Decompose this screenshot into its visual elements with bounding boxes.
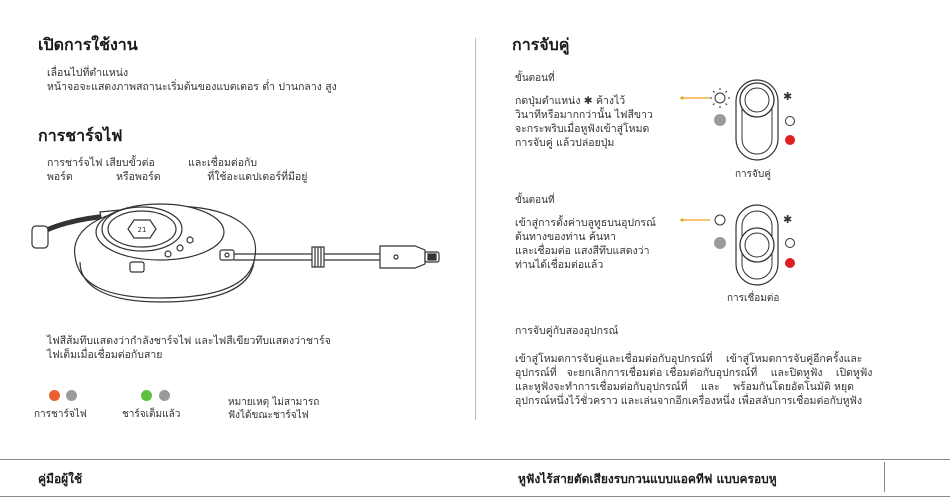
- full-green-led: [141, 390, 152, 401]
- charging-gray-led: [66, 390, 77, 401]
- charging-status-line-1: ไฟสีส้มทึบแสดงว่ากำลังชาร์จไฟ และไฟสีเขียวทึบแสดงว่าชาร์จ: [47, 335, 331, 347]
- bluetooth-icon-1: ✱: [783, 90, 793, 103]
- charging-title: การชาร์จไฟ: [38, 126, 123, 145]
- two-device-line-3: และหูฟังจะทำการเชื่อมต่อกับอุปกรณ์ที่ และ พร้อมกันโดยอัตโนมัติ หยุด: [515, 381, 854, 393]
- footer-left-title: คู่มือผู้ใช้: [38, 472, 83, 486]
- step1-line-1: กดปุ่มตำแหน่ง ✱ ค้างไว้: [515, 95, 626, 107]
- step1-line-3: จะกระพริบเมื่อหูฟังเข้าสู่โหมด: [515, 123, 650, 135]
- two-device-line-4: อุปกรณ์หนึ่งไว้ชั่วคราว และเล่นจากอีกเครื่องหนึ่ง เพื่อสลับการเชื่อมต่อกับหูฟัง: [515, 395, 863, 407]
- note-line-2: ฟังได้ขณะชาร์จไฟ: [228, 410, 309, 421]
- note-line-1: หมายเหตุ ไม่สามารถ: [228, 397, 320, 408]
- step2-line-3: และเชื่อมต่อ แสงสีทึบแสดงว่า: [515, 245, 650, 257]
- pairing-title: การจับคู่: [512, 35, 570, 54]
- two-device-line-2: อุปกรณ์ที่ จะยกเลิกการเชื่อมต่อ เชื่อมต่อกับอุปกรณ์ที่ และปิดหูฟัง เปิดหูฟัง: [515, 367, 873, 379]
- footer-divider: [884, 462, 885, 492]
- power-title: เปิดการใช้งาน: [38, 35, 138, 54]
- two-device-title: การจับคู่กับสองอุปกรณ์: [515, 325, 619, 337]
- legend-charging-label: การชาร์จไฟ: [34, 409, 87, 420]
- step1-line-4: การจับคู่ แล้วปล่อยปุ่ม: [515, 137, 615, 149]
- headphone-charging-illustration: [30, 196, 450, 316]
- svg-text:21: 21: [137, 226, 147, 234]
- step2-line-2: ต้นทางของท่าน ค้นหา: [515, 231, 616, 243]
- charging-status-line-2: ไฟเต็มเมื่อเชื่อมต่อกับสาย: [47, 349, 163, 361]
- step2-caption: การเชื่อมต่อ: [727, 293, 780, 304]
- footer-top-rule: [0, 459, 950, 460]
- power-text-line-1: เลื่อนไปที่ตำแหน่ง: [47, 67, 129, 79]
- footer-bottom-rule: [0, 496, 950, 497]
- legend-full-label: ชาร์จเต็มแล้ว: [122, 409, 181, 420]
- step1-caption: การจับคู่: [735, 169, 771, 180]
- step1-heading: ขั้นตอนที่: [515, 73, 555, 84]
- step2-heading: ขั้นตอนที่: [515, 195, 555, 206]
- step1-line-2: วินาทีหรือมากกว่านั้น ไฟสีขาว: [515, 109, 653, 121]
- step2-line-1: เข้าสู่การตั้งค่าบลูทูธบนอุปกรณ์: [515, 217, 656, 229]
- charging-orange-led: [49, 390, 60, 401]
- column-divider: [475, 38, 476, 420]
- step2-line-4: ท่านได้เชื่อมต่อแล้ว: [515, 259, 604, 271]
- two-device-line-1: เข้าสู่โหมดการจับคู่และเชื่อมต่อกับอุปกรณ์ที่ เข้าสู่โหมดการจับคู่อีกครั้งและ: [515, 353, 863, 365]
- footer-right-title: หูฟังไร้สายตัดเสียงรบกวนแบบแอคทีฟ แบบครอบหู: [518, 472, 777, 486]
- bluetooth-icon-2: ✱: [783, 213, 793, 226]
- power-text-line-2: หน้าจอจะแสดงภาพสถานะเริ่มต้นของแบตเตอร ต่ำ ปานกลาง สูง: [47, 81, 337, 93]
- full-gray-led: [159, 390, 170, 401]
- charging-text-line-1: การชาร์จไฟ เสียบขั้วต่อ และเชื่อมต่อกับ: [47, 157, 258, 169]
- charging-text-line-2: พอร์ต หรือพอร์ต ที่ใช้อะแดปเตอร์ที่มีอยู่: [47, 171, 308, 183]
